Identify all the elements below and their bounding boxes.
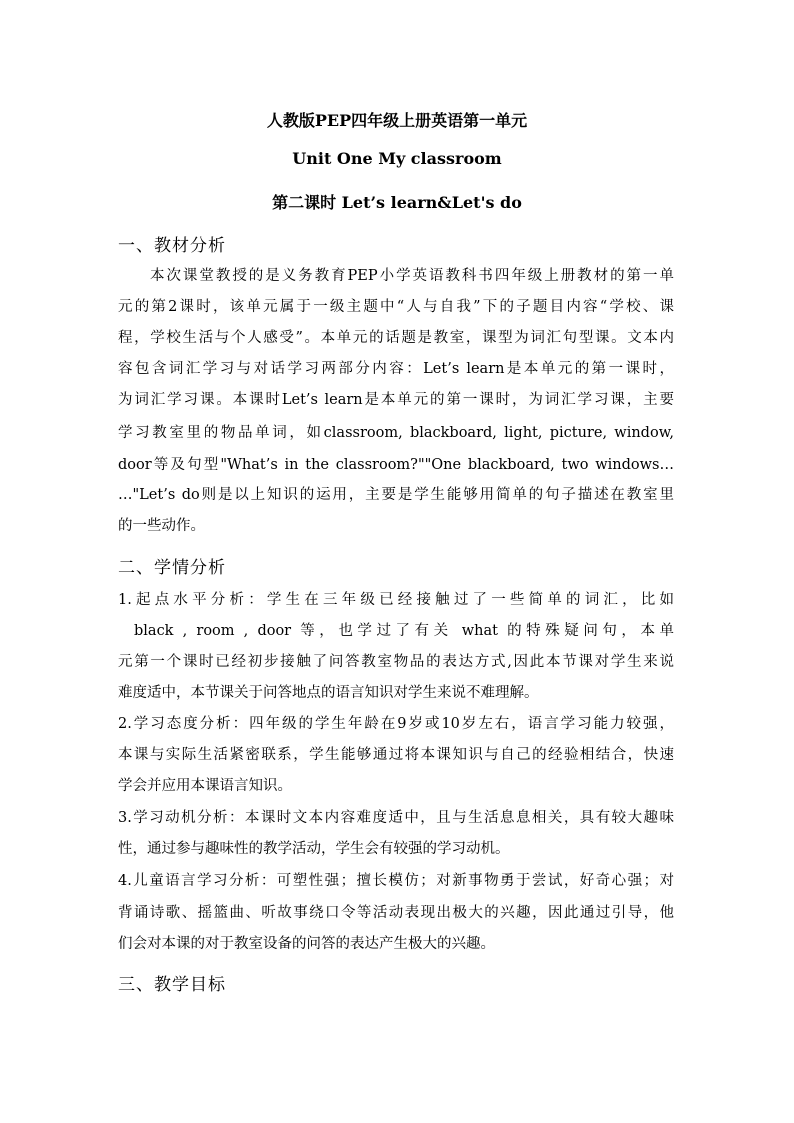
paragraph-line: 程，学校生活与个人感受”。本单元的话题是教室，课型为词汇句型课。文本内 [118, 330, 674, 346]
paragraph-line: 本次课堂教授的是义务教育PEP小学英语教科书四年级上册教材的第一单 [150, 268, 674, 284]
section-heading-textbook-analysis: 一、教材分析 [118, 236, 226, 256]
paragraph-line: black , room , door 等，也学过了有关 what 的特殊疑问句，本单 [134, 623, 674, 639]
section-heading-teaching-objectives: 三、教学目标 [118, 975, 226, 995]
paragraph-line: 难度适中，本节课关于问答地点的语言知识对学生来说不难理解。 [118, 685, 539, 701]
paragraph-line: 们会对本课的对于教室设备的问答的表达产生极大的兴趣。 [118, 936, 495, 952]
paragraph-line: door等及句型"What’s in the classroom?""One blackboard, two windows… [118, 457, 674, 473]
paragraph-line: 2.学习态度分析：四年级的学生年龄在9岁或10岁左右，语言学习能力较强， [118, 716, 674, 732]
paragraph-line: 为词汇学习课。本课时Let’s learn是本单元的第一课时，为词汇学习课，主要 [118, 392, 674, 408]
paragraph-line: 背诵诗歌、摇篮曲、听故事绕口令等活动表现出极大的兴趣，因此通过引导，他 [118, 905, 674, 921]
paragraph-line: 1.起点水平分析：学生在三年级已经接触过了一些简单的词汇，比如 [118, 592, 674, 608]
paragraph-line: 容包含词汇学习与对话学习两部分内容：Let’s learn是本单元的第一课时， [118, 361, 674, 377]
paragraph-line: 的一些动作。 [118, 518, 205, 534]
lesson-title: 第二课时 Let’s learn&Let's do [272, 193, 522, 212]
paragraph-line: 学习教室里的物品单词，如classroom, blackboard, light, picture, window, [118, 425, 674, 441]
paragraph-line: 学会并应用本课语言知识。 [118, 778, 292, 794]
paragraph-line: 3.学习动机分析：本课时文本内容难度适中，且与生活息息相关，具有较大趣味 [118, 810, 674, 826]
unit-title: Unit One My classroom [292, 149, 502, 168]
paragraph-line: 性，通过参与趣味性的教学活动，学生会有较强的学习动机。 [118, 841, 510, 857]
paragraph-line: 元的第2课时，该单元属于一级主题中“人与自我”下的子题目内容“学校、课 [118, 299, 674, 315]
paragraph-line: 4.儿童语言学习分析：可塑性强；擅长模仿；对新事物勇于尝试，好奇心强；对 [118, 873, 674, 889]
document-title: 人教版PEP四年级上册英语第一单元 [266, 111, 528, 130]
paragraph-line: 元第一个课时已经初步接触了问答教室物品的表达方式,因此本节课对学生来说 [118, 654, 674, 670]
paragraph-line: 本课与实际生活紧密联系，学生能够通过将本课知识与自己的经验相结合，快速 [118, 747, 674, 763]
section-heading-student-analysis: 二、学情分析 [118, 558, 226, 578]
paragraph-line: …"Let’s do则是以上知识的运用，主要是学生能够用简单的句子描述在教室里 [118, 487, 674, 503]
